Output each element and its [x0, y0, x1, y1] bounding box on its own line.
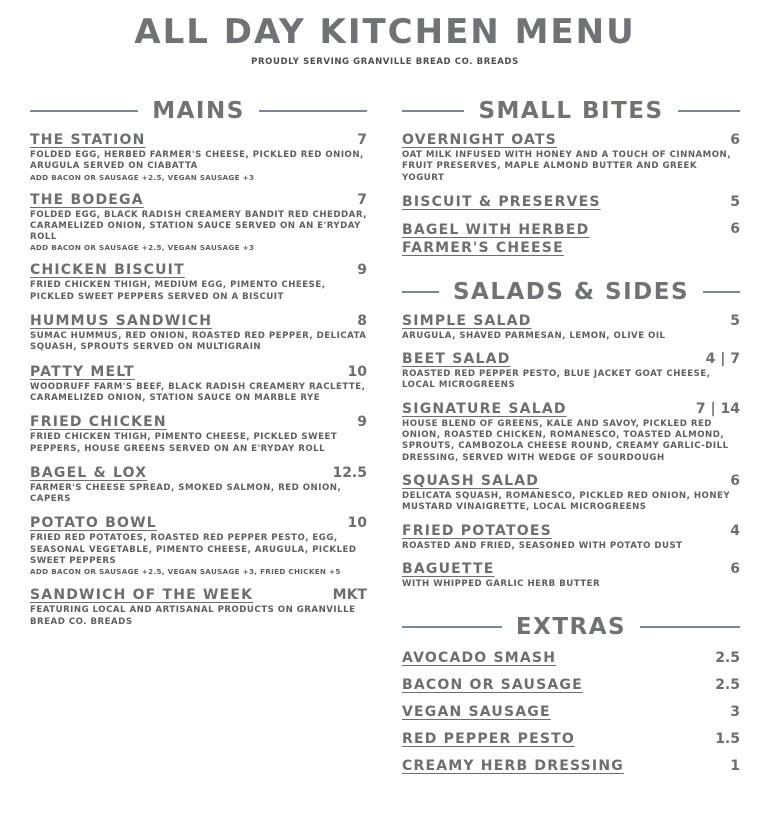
item-description: FRIED CHICKEN THIGH, PIMENTO CHEESE, PICKLED SWEET PEPPERS, HOUSE GREENS SERVED ON AN E'RYDAY ROLL	[30, 432, 338, 454]
item-name: THE STATION	[30, 132, 146, 148]
section-title: SALADS & SIDES	[452, 278, 690, 305]
item-name: AVOCADO SMASH	[402, 650, 557, 667]
menu-item	[402, 704, 740, 721]
item-price: 5	[730, 193, 740, 210]
heading-rule	[703, 291, 740, 293]
item-name: FRIED POTATOES	[402, 522, 552, 539]
item-price: 9	[357, 262, 367, 279]
heading-rule	[30, 110, 138, 112]
item-price: 6	[730, 132, 740, 148]
item-price: 10	[347, 363, 367, 380]
small-bites-heading	[402, 94, 740, 128]
item-description: WITH WHIPPED GARLIC HERB BUTTER	[402, 578, 601, 589]
item-description: SUMAC HUMMUS, RED ONION, ROASTED RED PEPPER, DELICATA SQUASH, SPROUTS SERVED ON MULTIGRAIN	[30, 331, 367, 353]
item-addons: ADD BACON OR SAUSAGE +2.5, VEGAN SAUSAGE +3, FRIED CHICKEN +5	[30, 567, 341, 577]
item-price: 2.5	[715, 650, 740, 667]
menu-item	[402, 401, 740, 464]
item-description: FOLDED EGG, BLACK RADISH CREAMERY BANDIT RED CHEDDAR, CARAMELIZED ONION, STATION SAUCE SERVED ON AN E'RYDAY ROLL	[30, 209, 367, 243]
item-addons: ADD BACON OR SAUSAGE +2.5, VEGAN SAUSAGE +3	[30, 243, 255, 253]
item-name: VEGAN SAUSAGE	[402, 704, 551, 721]
item-price: 7	[357, 132, 367, 148]
menu-item	[402, 132, 740, 184]
menu-subtitle: PROUDLY SERVING GRANVILLE BREAD CO. BREADS	[251, 57, 519, 67]
item-description: ROASTED AND FRIED, SEASONED WITH POTATO DUST	[402, 540, 683, 551]
heading-rule	[678, 110, 740, 112]
extras-heading	[402, 610, 740, 644]
item-name: OVERNIGHT OATS	[402, 132, 557, 148]
mains-column	[30, 94, 367, 628]
item-price: 6	[730, 560, 740, 577]
item-description: ARUGULA, SHAVED PARMESAN, LEMON, OLIVE OIL	[402, 330, 666, 341]
menu-item	[402, 758, 740, 775]
menu-item	[402, 650, 740, 667]
item-description: FARMER'S CHEESE SPREAD, SMOKED SALMON, RED ONION, CAPERS	[30, 482, 342, 505]
item-name: BAGEL & LOX	[30, 464, 148, 481]
item-name: BAGEL WITH HERBED FARMER'S CHEESE	[402, 221, 590, 256]
item-name: SIGNATURE SALAD	[402, 400, 567, 417]
item-price: 4 | 7	[705, 351, 740, 368]
heading-rule	[402, 110, 464, 112]
menu-item	[402, 313, 740, 342]
heading-rule	[640, 626, 740, 628]
menu-item	[30, 515, 367, 577]
item-name: THE BODEGA	[30, 191, 144, 208]
item-name: CREAMY HERB DRESSING	[402, 758, 624, 775]
item-price: 1	[730, 758, 740, 775]
item-name: BEET SALAD	[402, 351, 511, 368]
item-price: 6	[730, 472, 740, 489]
menu-item	[30, 132, 367, 183]
item-name: HUMMUS SANDWICH	[30, 313, 213, 330]
section-title: MAINS	[152, 98, 245, 124]
item-name: FRIED CHICKEN	[30, 414, 167, 431]
item-name: SANDWICH OF THE WEEK	[30, 587, 254, 604]
menu-item	[402, 194, 740, 211]
menu-item	[30, 262, 367, 303]
item-name: PATTY MELT	[30, 363, 135, 380]
item-price: 8	[357, 313, 367, 330]
item-description: FRIED CHICKEN THIGH, MEDIUM EGG, PIMENTO CHEESE, PICKLED SWEET PEPPERS SERVED ON A BISCUIT	[30, 280, 326, 302]
item-price: 10	[347, 515, 367, 532]
item-description: OAT MILK INFUSED WITH HONEY AND A TOUCH OF CINNAMON, FRUIT PRESERVES, MAPLE ALMOND BUTTER AND GREEK YOGURT	[402, 150, 731, 183]
item-price: 1.5	[715, 731, 740, 748]
item-price: 9	[357, 414, 367, 431]
item-price: 2.5	[715, 677, 740, 694]
item-name: RED PEPPER PESTO	[402, 731, 575, 748]
menu-item	[402, 561, 740, 590]
menu-item	[30, 414, 367, 455]
item-price: 12.5	[332, 464, 367, 481]
salads-sides-heading	[402, 275, 740, 309]
item-price: 7	[357, 191, 367, 208]
section-title: EXTRAS	[515, 614, 627, 641]
menu-item	[30, 313, 367, 354]
item-price: MKT	[332, 587, 367, 604]
item-price: 4	[730, 522, 740, 539]
menu-title: ALL DAY KITCHEN MENU	[134, 12, 636, 52]
item-name: BAGUETTE	[402, 560, 495, 577]
menu-item	[402, 677, 740, 694]
menu-item	[402, 523, 740, 552]
section-title: SMALL BITES	[478, 98, 664, 124]
menu-item	[30, 587, 367, 628]
item-description: FRIED RED POTATOES, ROASTED RED PEPPER PESTO, EGG, SEASONAL VEGETABLE, PIMENTO CHEESE, ARUGULA, PICKLED SWEET PEPPERS	[30, 533, 357, 567]
item-price: 7 | 14	[695, 400, 740, 417]
menu-item	[30, 364, 367, 405]
item-description: HOUSE BLEND OF GREENS, KALE AND SAVOY, PICKLED RED ONION, ROASTED CHICKEN, ROMANESCO, TOASTED ALMOND, SPROUTS, CAMBOZOLA CHEESE ROUND, CREAMY GARLIC-DILL DRESSING, SERVED WITH WEDGE OF SOURDOUGH	[402, 418, 729, 463]
heading-rule	[402, 291, 439, 293]
item-description: FEATURING LOCAL AND ARTISANAL PRODUCTS ON GRANVILLE BREAD CO. BREADS	[30, 605, 356, 627]
menu-item	[402, 473, 740, 514]
menu-item	[402, 351, 740, 392]
right-column	[402, 94, 740, 775]
item-name: SIMPLE SALAD	[402, 312, 532, 329]
item-description: ROASTED RED PEPPER PESTO, BLUE JACKET GOAT CHEESE, LOCAL MICROGREENS	[402, 369, 711, 391]
menu-item	[30, 465, 367, 506]
item-price: 3	[730, 704, 740, 721]
item-addons: ADD BACON OR SAUSAGE +2.5, VEGAN SAUSAGE +3	[30, 172, 255, 182]
menu-item	[30, 192, 367, 254]
heading-rule	[402, 626, 502, 628]
item-description: FOLDED EGG, HERBED FARMER'S CHEESE, PICKLED RED ONION, ARUGULA SERVED ON CIABATTA	[30, 150, 364, 172]
item-name: BACON OR SAUSAGE	[402, 677, 583, 694]
item-name: POTATO BOWL	[30, 515, 157, 532]
item-price: 6	[730, 220, 740, 237]
item-price: 5	[730, 312, 740, 329]
item-name: SQUASH SALAD	[402, 472, 540, 489]
menu-item	[402, 221, 740, 257]
menu-item	[402, 731, 740, 748]
item-description: WOODRUFF FARM'S BEEF, BLACK RADISH CREAMERY RACLETTE, CARAMELIZED ONION, STATION SAUCE ON MARBLE RYE	[30, 381, 366, 403]
heading-rule	[259, 110, 367, 112]
extras-list	[402, 650, 740, 775]
item-name: BISCUIT & PRESERVES	[402, 193, 601, 210]
item-description: DELICATA SQUASH, ROMANESCO, PICKLED RED ONION, HONEY MUSTARD VINAIGRETTE, LOCAL MICROGREENS	[402, 490, 731, 513]
item-name: CHICKEN BISCUIT	[30, 262, 185, 279]
mains-heading	[30, 94, 367, 128]
